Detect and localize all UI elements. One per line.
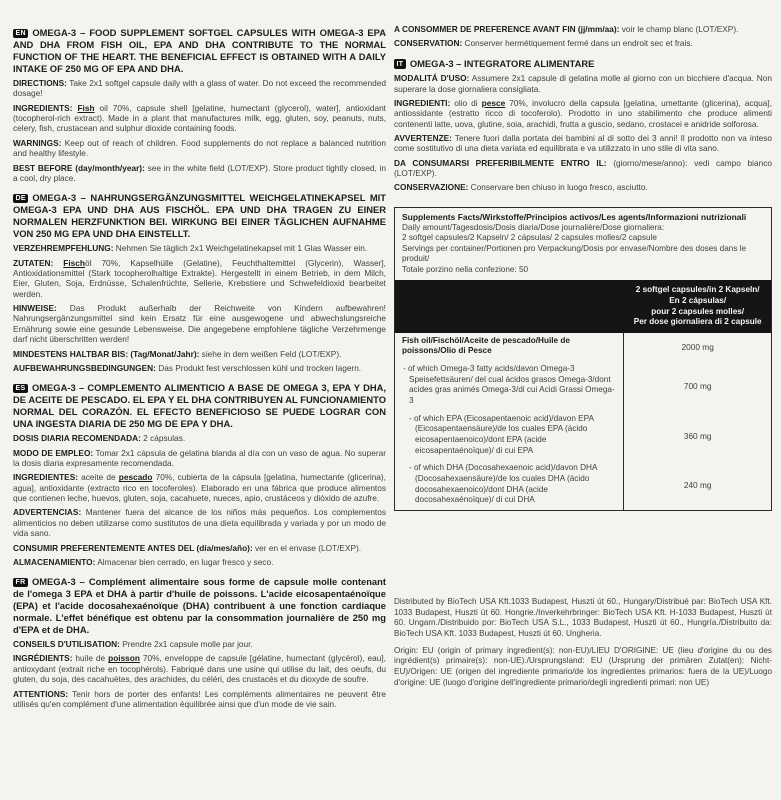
distributor-info: Distributed by BioTech USA Kft.1033 Budapest, Huszti út 60., Hungary/Distribué par: BioTech USA Kft. 1033 Budapest, Huszti út 60. Hongrie./Inverkehrbringer: BioTech USA Kft. H-1033 Budapest, Huszti út 60. Ungarn./Distribuido por: BioTech USA S.L., 1033 Budapest, Huszti út 60., Hungría./Distribuito da: BioTech USA Kft. 1033 Budapest, Huszti út 60. Ungheria. xyxy=(394,597,772,638)
section-de xyxy=(13,192,386,373)
de-hinweise xyxy=(13,303,386,344)
it-da-consumarsi-label: DA CONSUMARSI PREFERIBILMENTE ENTRO IL: xyxy=(394,157,607,168)
left-column xyxy=(13,27,386,718)
de-verzehrempfehlung-text: Nehmen Sie täglich 2x1 Weichgelatinekapsel mit 1 Glas Wasser ein. xyxy=(113,243,368,254)
fr-a-consommer xyxy=(394,24,772,34)
facts-row-omega3 xyxy=(395,361,771,411)
it-conservazione xyxy=(394,182,772,192)
de-zutaten-keyword: Fisch xyxy=(63,257,85,268)
en-best-before xyxy=(13,163,386,184)
de-mindestens-haltbar xyxy=(13,349,386,359)
supplement-facts-table xyxy=(394,207,772,511)
facts-dose-header-row xyxy=(395,280,771,333)
en-best-before-text: see in the white field (LOT/EXP). Store product tightly closed, in a cool, dry place. xyxy=(13,162,386,183)
facts-capsules: 2 softgel capsules/2 Kapseln/ 2 cápsulas/ 2 capsules molles/2 capsule xyxy=(402,233,657,243)
facts-row-dha xyxy=(395,460,771,510)
es-advertencias xyxy=(13,507,386,538)
facts-servings: Servings per container/Portionen pro Verpackung/Dosis por envase/Nombre des doses dans le produit/ xyxy=(402,243,747,264)
es-almacenamiento-label: ALMACENAMIENTO: xyxy=(13,556,96,567)
es-ingredientes-pre: aceite de xyxy=(78,472,119,483)
facts-row-omega3-name: - of which Omega-3 fatty acids/davon Omega-3 Speisefettsäuren/ del cual ácidos grasos Omega-3/dont acides gras animés Omega-3/di cui Acidi Grassi Omega-3 xyxy=(395,361,624,411)
de-hinweise-text: Das Produkt außerhalb der Reichweite von Kindern aufbewahren! Nahrungsergänzungsmittel sind kein Ersatz für eine ausgewogene und abwechslungsreiche Ernährung sowie eine gesunde Lebensweise. Die angegebene empfohlene tägliche Verzehrmenge darf nicht überschritten werden! xyxy=(13,303,386,345)
de-aufbewahrung-text: Das Produkt fest verschlossen kühl und trocken lagern. xyxy=(155,362,362,373)
es-advertencias-label: ADVERTENCIAS: xyxy=(13,507,82,518)
es-consumir xyxy=(13,543,386,553)
facts-dose-header-cell xyxy=(624,280,771,333)
it-conservazione-text: Conservare ben chiuso in luogo fresco, asciutto. xyxy=(468,182,648,193)
de-verzehrempfehlung xyxy=(13,243,386,253)
de-zutaten xyxy=(13,258,386,299)
section-heading-de xyxy=(13,192,386,240)
de-mindestens-haltbar-label: MINDESTENS HALTBAR BIS: (Tag/Monat/Jahr): xyxy=(13,348,200,359)
it-modalita-label: MODALITÁ D'USO: xyxy=(394,73,470,84)
de-zutaten-text: öl 70%, Kapselhülle (Gelatine), Feuchthaltemittel (Glycerin), Wasser], Antioxidationsmittel (Stark tocopherolhaltige Extrakte). Hergestellt in einem Betrieb, in dem Milch, Eier, Gluten, Soja, Erdnüsse, Schalenfrüchte, Sellerie, Krebstiere und Schwefeldioxid bearbeitet werden. xyxy=(13,257,386,299)
section-heading-es xyxy=(13,382,386,430)
es-consumir-text: ver en el envase (LOT/EXP). xyxy=(252,542,362,553)
en-ingredients-label: INGREDIENTS: xyxy=(13,102,73,113)
dose-line-1: 2 softgel capsules/in 2 Kapseln/ xyxy=(635,285,760,295)
it-avvertenze xyxy=(394,133,772,154)
es-dosis xyxy=(13,433,386,443)
section-fr xyxy=(13,576,386,709)
fr-conseils-label: CONSEILS D'UTILISATION: xyxy=(13,639,120,650)
facts-title: Supplements Facts/Wirkstoffe/Principios activos/Les agents/Informazioni nutrizionali xyxy=(402,211,747,222)
es-ingredientes-keyword: pescado xyxy=(118,472,153,483)
fr-ingredients-text: 70%, enveloppe de capsule [gélatine, humectant (glycérol), eau], antioxydant (extrait riche en tocophérols). Fabriqué dans une usine qui utilise du lait, des oeufs, du gluten, du soja, des cacahuètes, des arachides, du céléri, des crustacés et du dioxyde de soufre. xyxy=(13,653,386,685)
en-directions-label: DIRECTIONS: xyxy=(13,78,67,89)
facts-row-fish-oil-value: 2000 mg xyxy=(681,341,714,352)
facts-dose-header-spacer xyxy=(395,280,624,333)
fr-a-consommer-label: A CONSOMMER DE PREFERENCE AVANT FIN (jj/mm/aa): xyxy=(394,24,620,34)
facts-row-dha-name: - of which DHA (Docosahexaenoic acid)/davon DHA (Docosahexaensäure)/de los cuales DHA (ácido docosahexaenoico)/dont DHA (acide docosahexaénoïque)/ di cui DHA xyxy=(395,460,624,510)
dose-line-3: pour 2 capsules molles/ xyxy=(651,306,745,316)
it-ingredienti-pre: olio di xyxy=(450,97,482,108)
fr-attentions-text: Tenir hors de porter des enfants! Les compléments alimentaires ne peuvent être utilisés qu'en complément d'une alimentation équilibrée ainsi que d'un mode de vie sain. xyxy=(13,688,386,709)
en-directions-text: Take 2x1 softgel capsule daily with a glass of water. Do not exceed the recommended dosage! xyxy=(13,78,386,99)
es-consumir-label: CONSUMIR PREFERENTEMENTE ANTES DEL (día/mes/año): xyxy=(13,542,253,553)
dose-line-4: Per dose giornaliera di 2 capsule xyxy=(633,317,762,327)
es-almacenamiento xyxy=(13,557,386,567)
it-da-consumarsi xyxy=(394,158,772,179)
en-directions xyxy=(13,78,386,99)
en-warnings-label: WARNINGS: xyxy=(13,137,62,148)
en-ingredients-keyword: Fish xyxy=(77,102,95,113)
origin-info: Origin: EU (origin of primary ingredient(s): non-EU)/LIEU D'ORIGINE: UE (lieu d'origine du ou des ingrédient(s) primaire(s): non-UE)./Ursprungsland: EU (Ursprung der primären Zutat(en): Nicht-EU)/Origen: UE (origen del ingrediente primario/de los ingredientes primarios: fuera de la UE)/Luogo d'origine: UE (luogo d'origine dell'ingrediente primario/degli ingredienti primari: non UE) xyxy=(394,645,772,687)
lang-badge-de-icon: DE xyxy=(13,194,28,204)
it-modalita-text: Assumere 2x1 capsule di gelatina molle al giorno con un bicchiere d'acqua. Non superare la dose giornaliera consigliata. xyxy=(394,73,773,94)
es-dosis-label: DOSIS DIARIA RECOMENDADA: xyxy=(13,433,141,444)
facts-row-epa xyxy=(395,411,771,461)
lang-badge-it-icon: IT xyxy=(394,59,406,69)
en-ingredients-text: oil 70%, capsule shell [gelatine, humectant (glycerol), water], antioxidant (tocopherol-rich extract). Made in a plant that manufactures milk, egg, gluten, soy, peanuts, nuts, celery, fish, crustacean and sulphur dioxide containing foods. xyxy=(13,102,386,134)
fr-attentions xyxy=(13,689,386,710)
facts-daily-amount: Daily amount/Tagesdosis/Dosis diaria/Dose journalière/Dose giornaliera: xyxy=(402,222,665,232)
de-verzehrempfehlung-label: VERZEHREMPFEHLUNG: xyxy=(13,243,114,254)
fr-conservation xyxy=(394,38,772,48)
fr-ingredients-keyword: poisson xyxy=(108,653,140,664)
facts-row-fish-oil-name: Fish oil/Fischöl/Aceite de pescado/Huile de poissons/Olio di Pesce xyxy=(395,333,624,361)
it-avvertenze-label: AVVERTENZE: xyxy=(394,133,452,144)
de-mindestens-haltbar-text: siehe in dem weißen Feld (LOT/EXP). xyxy=(199,348,342,359)
facts-row-fish-oil xyxy=(395,333,771,361)
lang-badge-en-icon: EN xyxy=(13,29,28,39)
es-advertencias-text: Mantener fuera del alcance de los niños más pequeños. Los complementos alimenticios no deben utilizarse como sustitutos de una dieta equilibrada y variada y por un modo de vida sano. xyxy=(13,507,386,539)
it-ingredienti xyxy=(394,98,772,129)
facts-row-omega3-value: 700 mg xyxy=(683,380,712,391)
fr-conservation-text: Conserver hermétiquement fermé dans un endroit sec et frais. xyxy=(462,38,693,49)
es-ingredientes-text: 70%, cubierta de la cápsula [gelatina, humectante (glicerina), agua], antioxidante (extracto rico en tocoferoles). Elaborado en una fábrica que produce alimentos que contienen leche, huevos, gluten, soja, cacahuete, nueces, apio, crustáceos y dióxido de azufre. xyxy=(13,472,386,504)
es-ingredientes xyxy=(13,472,386,503)
dose-line-2: En 2 cápsulas/ xyxy=(669,295,727,305)
right-column xyxy=(394,24,772,688)
section-title-en: OMEGA-3 – FOOD SUPPLEMENT SOFTGEL CAPSULES WITH OMEGA-3 EPA AND DHA FROM FISH OIL, EPA AND DHA CONTRIBUTE TO THE NORMAL FUNCTION OF THE HEART. THE BENEFICIAL EFFECT IS OBTAINED WITH A DAILY INTAKE OF 250 MG OF EPA AND DHA. xyxy=(13,27,386,74)
section-title-es: OMEGA-3 – COMPLEMENTO ALIMENTICIO A BASE DE OMEGA 3, EPA Y DHA, DE ACEITE DE PESCADO. EL EPA Y EL DHA CONTRIBUYEN AL FUNCIONAMIENTO NORMAL DEL CORAZÓN. EL EFECTO BENEFICIOSO SE PUEDE LOGRAR CON UNA INGESTA DIARIA DE 250 MG DE EPA Y DHA. xyxy=(13,382,386,429)
es-almacenamiento-text: Almacenar bien cerrado, en lugar fresco y seco. xyxy=(95,556,274,567)
section-title-fr: OMEGA-3 – Complément alimentaire sous forme de capsule molle contenant de l'omega 3 EPA et DHA à partir d'huile de poissons. L'acide eicosapentaénoïque (EPA) et l'acide docosahexaénoïque (DHA) contribuent à une fonction cardiaque normale. L'effet bénéfique est obtenu par la consommation journalière de 250 mg d'EPA et de DHA. xyxy=(13,576,386,635)
facts-header xyxy=(395,208,771,280)
es-ingredientes-label: INGREDIENTES: xyxy=(13,472,78,483)
es-modo xyxy=(13,448,386,469)
section-es xyxy=(13,382,386,567)
facts-row-epa-name: - of which EPA (Eicosapentaenoic acid)/davon EPA (Eicosapentaensäure)/de los cuales EPA (ácido eicosapentaenoico)/dont EPA (acide eicosapentaénoïque)/ di cui EPA xyxy=(395,411,624,461)
de-aufbewahrung-label: AUFBEWAHRUNGSBEDINGUNGEN: xyxy=(13,362,156,373)
fr-a-consommer-text: voir le champ blanc (LOT/EXP). xyxy=(619,24,739,34)
en-warnings xyxy=(13,138,386,159)
fr-ingredients xyxy=(13,653,386,684)
es-modo-text: Tomar 2x1 cápsula de gelatina blanda al día con un vaso de agua. No superar la dosis diaria expresamente recomendada. xyxy=(13,447,386,468)
section-it xyxy=(394,58,772,193)
es-dosis-text: 2 cápsulas. xyxy=(140,433,186,444)
fr-ingredients-label: INGRÉDIENTS: xyxy=(13,653,73,664)
section-heading-fr xyxy=(13,576,386,635)
fr-conseils-text: Prendre 2x1 capsule molle par jour. xyxy=(119,639,253,650)
en-ingredients xyxy=(13,103,386,134)
en-best-before-label: BEST BEFORE (day/month/year): xyxy=(13,162,145,173)
section-en xyxy=(13,27,386,183)
it-conservazione-label: CONSERVAZIONE: xyxy=(394,182,469,193)
it-ingredienti-label: INGREDIENTI: xyxy=(394,97,451,108)
section-title-de: OMEGA-3 – NAHRUNGSERGÄNZUNGSMITTEL WEICHGELATINEKAPSEL MIT OMEGA-3 EPA UND DHA AUS FISCHÖL. EPA UND DHA TRAGEN ZU EINER NORMALEN HERZFUNKTION BEI. WIRKUNG BEI EINER TÄGLICHEN AUFNAHME VON 250 MG EPA UND DHA EINSTELLT. xyxy=(13,192,386,239)
lang-badge-fr-icon: FR xyxy=(13,578,28,588)
de-hinweise-label: HINWEISE: xyxy=(13,303,57,314)
section-fr-continued xyxy=(394,24,772,49)
section-heading-it xyxy=(394,58,772,70)
it-ingredienti-text: 70%, involucro della capsula [gelatina, umettante (glicerina), acqua], antiossidante (estratto ricco di tocoferolo). Prodotto in uno stabilimento che produce alimenti contenenti latte, uova, glutine, soia, arachidi, frutta a guscio, sedano, crostacei e anidride solforosa. xyxy=(394,97,773,129)
facts-row-dha-value: 240 mg xyxy=(683,480,712,491)
fr-attentions-label: ATTENTIONS: xyxy=(13,688,69,699)
facts-servings-total: Totale porzino nella confezione: 50 xyxy=(402,264,529,274)
it-ingredienti-keyword: pesce xyxy=(481,97,506,108)
section-title-it: OMEGA-3 – INTEGRATORE ALIMENTARE xyxy=(409,57,595,69)
it-avvertenze-text: Tenere fuori dalla portata dei bambini al di sotto dei 3 anni! Il prodotto non va inteso come sostitutivo di una dieta variata ed equilibrata e va utilizzato in uno stile di vita sano. xyxy=(394,133,772,154)
section-heading-en xyxy=(13,27,386,75)
es-modo-label: MODO DE EMPLEO: xyxy=(13,447,94,458)
facts-row-epa-value: 360 mg xyxy=(683,430,712,441)
en-warnings-text: Keep out of reach of children. Food supplements do not replace a balanced nutrition and healthy lifestyle. xyxy=(13,137,386,159)
fr-ingredients-pre: huile de xyxy=(72,653,109,664)
it-modalita xyxy=(394,73,772,94)
de-zutaten-label: ZUTATEN: xyxy=(13,257,54,268)
de-zutaten-pre xyxy=(53,258,63,268)
de-aufbewahrung xyxy=(13,363,386,373)
lang-badge-es-icon: ES xyxy=(13,384,28,394)
it-da-consumarsi-text: (giorno/mese/anno): vedi campo bianco (LOT/EXP). xyxy=(394,157,772,179)
fr-conseils xyxy=(13,639,386,649)
fr-conservation-label: CONSERVATION: xyxy=(394,38,463,49)
